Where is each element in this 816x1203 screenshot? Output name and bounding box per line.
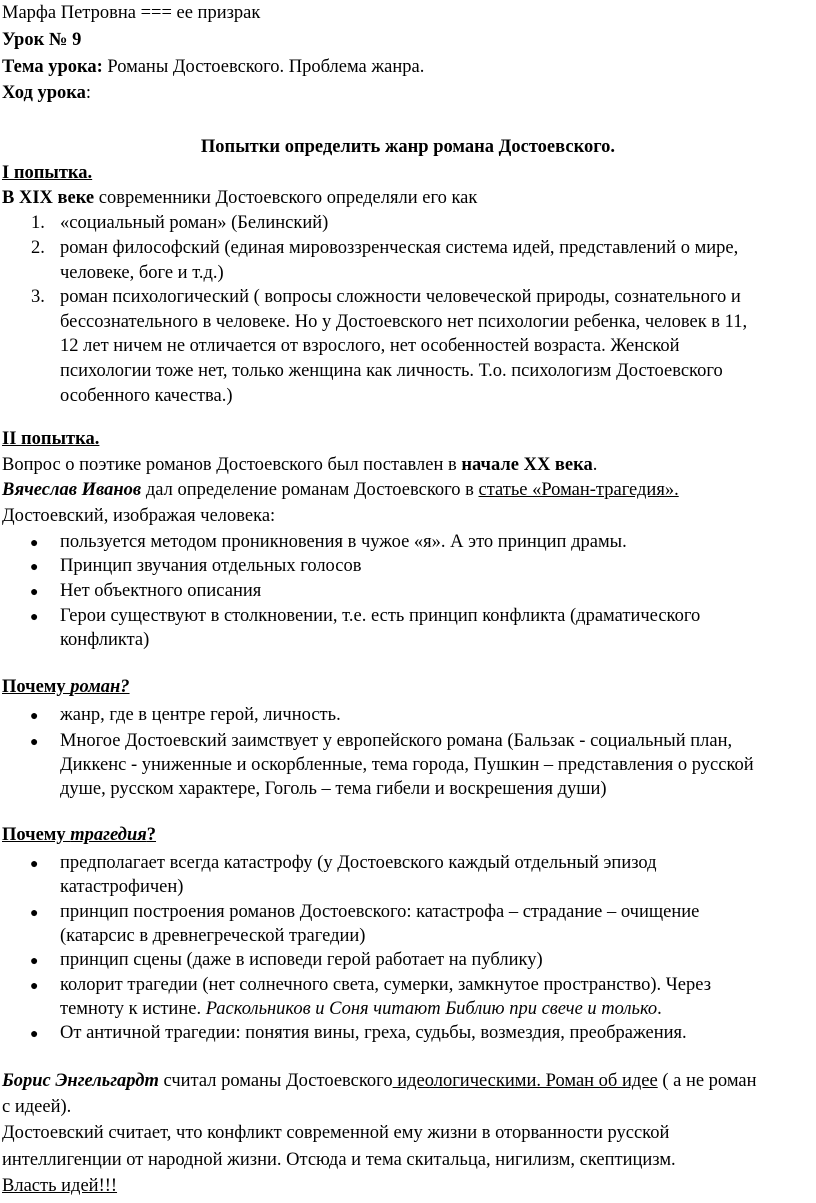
tragedy-line-plain: темноту к истине.: [60, 999, 206, 1019]
attempt2-heading: II попытка.: [2, 429, 100, 449]
list-item-line: «социальный роман» (Белинский): [60, 213, 329, 233]
why-novel-heading-b: роман?: [70, 677, 130, 697]
bullet-icon: ●: [30, 585, 39, 600]
engelgardt-end: ( а не роман: [657, 1071, 757, 1091]
topline: Марфа Петровна === ее призрак: [2, 3, 261, 23]
bullet-item-line: Герои существуют в столкновении, т.е. есть принцип конфликта (драматического: [60, 606, 701, 626]
list-item-line: роман психологический ( вопросы сложности человеческой природы, сознательного и: [60, 287, 741, 307]
list-marker: 3.: [31, 287, 45, 307]
why-tragedy-heading-c: ?: [146, 825, 157, 845]
bullet-item-line: конфликта): [60, 630, 150, 650]
bullet-icon: ●: [30, 536, 39, 551]
attempt1-heading: I попытка.: [2, 163, 93, 183]
lesson-number: Урок № 9: [2, 30, 82, 50]
why-novel-heading: [2, 675, 130, 699]
bullet-item-line: Принцип звучания отдельных голосов: [60, 556, 362, 576]
engelgardt-line1: [2, 1069, 757, 1093]
list-item-line: человеке, боге и т.д.): [60, 263, 224, 283]
why-tragedy-heading-b: трагедия: [70, 825, 147, 845]
list-item-line: бессознательного в человеке. Но у Достоевского нет психологии ребенка, человек в 11,: [60, 312, 748, 332]
bullet-item-line: пользуется методом проникновения в чужое «я». А это принцип драмы.: [60, 532, 627, 552]
bullet-item-line: принцип сцены (даже в исповеди герой работает на публику): [60, 950, 543, 970]
power-of-ideas: Власть идей!!!: [2, 1176, 118, 1196]
lesson-topic: [2, 55, 424, 79]
bullet-icon: ●: [30, 610, 39, 625]
attempt1-intro-rest: современники Достоевского определяли его как: [94, 188, 478, 208]
attempt2-line1: [2, 453, 597, 477]
why-novel-heading-a: Почему: [2, 677, 71, 697]
author-ivanov: Вячеслав Иванов: [2, 480, 142, 500]
bullet-item-line: принцип построения романов Достоевского: катастрофа – страдание – очищение: [60, 902, 700, 922]
attempt2-line2: [2, 478, 679, 502]
bullet-item-line: колорит трагедии (нет солнечного света, сумерки, замкнутое пространство). Через: [60, 975, 712, 995]
bullet-item-line: душе, русском характере, Гоголь – тема гибели и воскрешения души): [60, 779, 607, 799]
bullet-item-line: [60, 997, 662, 1021]
bullet-icon: ●: [30, 709, 39, 724]
engelgardt-mid: считал романы Достоевского: [158, 1071, 393, 1091]
attempt1-intro-bold: В XIX веке: [2, 188, 95, 208]
tragedy-line-end: .: [657, 999, 662, 1019]
author-engelgardt: Борис Энгельгардт: [2, 1071, 159, 1091]
bullet-icon: ●: [30, 560, 39, 575]
course-label: Ход урока: [2, 83, 86, 103]
attempt1-intro: [2, 186, 477, 210]
bullet-item-line: Многое Достоевский заимствует у европейского романа (Бальзак - социальный план,: [60, 731, 733, 751]
bullet-icon: ●: [30, 979, 39, 994]
bullet-item-line: жанр, где в центре герой, личность.: [60, 705, 341, 725]
list-item-line: роман философский (единая мировоззренческая система идей, представлений о мире,: [60, 238, 739, 258]
bullet-icon: ●: [30, 735, 39, 750]
engelgardt-line2: с идеей).: [2, 1097, 72, 1117]
engelgardt-line3: Достоевский считает, что конфликт современной ему жизни в оторванности русской: [2, 1123, 670, 1143]
bullet-icon: ●: [30, 954, 39, 969]
bullet-icon: ●: [30, 857, 39, 872]
attempt2-line1-c: .: [592, 455, 598, 475]
bullet-item-line: Нет объектного описания: [60, 581, 262, 601]
list-item-line: психологии тоже нет, только женщина как личность. Т.о. психологизм Достоевского: [60, 361, 723, 381]
bullet-item-line: предполагает всегда катастрофу (у Достоевского каждый отдельный эпизод: [60, 853, 657, 873]
why-tragedy-heading-a: Почему: [2, 825, 71, 845]
attempt2-line1-a: Вопрос о поэтике романов Достоевского был поставлен в: [2, 455, 462, 475]
list-item-line: особенного качества.): [60, 386, 233, 406]
list-marker: 2.: [31, 238, 45, 258]
engelgardt-link: идеологическими. Роман об идее: [392, 1071, 658, 1091]
engelgardt-line4: интеллигенции от народной жизни. Отсюда и тема скитальца, нигилизм, скептицизм.: [2, 1150, 676, 1170]
bullet-item-line: Диккенс - униженные и оскорбленные, тема города, Пушкин – представления о русской: [60, 755, 754, 775]
bullet-icon: ●: [30, 1027, 39, 1042]
list-item-line: 12 лет ничем не отличается от взрослого, нет особенностей возраста. Женской: [60, 336, 680, 356]
bullet-item-line: (катарсис в древнегреческой трагедии): [60, 926, 366, 946]
tragedy-line-italic: Раскольников и Соня читают Библию при свече и только: [205, 999, 658, 1019]
bullet-item-line: катастрофичен): [60, 877, 184, 897]
article-link: статье «Роман-трагедия».: [478, 480, 679, 500]
bullet-icon: ●: [30, 906, 39, 921]
course-line: [2, 81, 91, 105]
course-colon: :: [85, 83, 92, 103]
attempt2-line1-b: начале XX века: [461, 455, 593, 475]
page-title: Попытки определить жанр романа Достоевского.: [200, 137, 616, 157]
topic-text: Романы Достоевского. Проблема жанра.: [102, 57, 425, 77]
attempt2-line2-mid: дал определение романам Достоевского в: [141, 480, 479, 500]
bullet-item-line: От античной трагедии: понятия вины, греха, судьбы, возмездия, преображения.: [60, 1023, 687, 1043]
why-tragedy-heading: [2, 823, 156, 847]
attempt2-line3: Достоевский, изображая человека:: [2, 506, 276, 526]
list-marker: 1.: [31, 213, 45, 233]
topic-label: Тема урока:: [2, 57, 103, 77]
